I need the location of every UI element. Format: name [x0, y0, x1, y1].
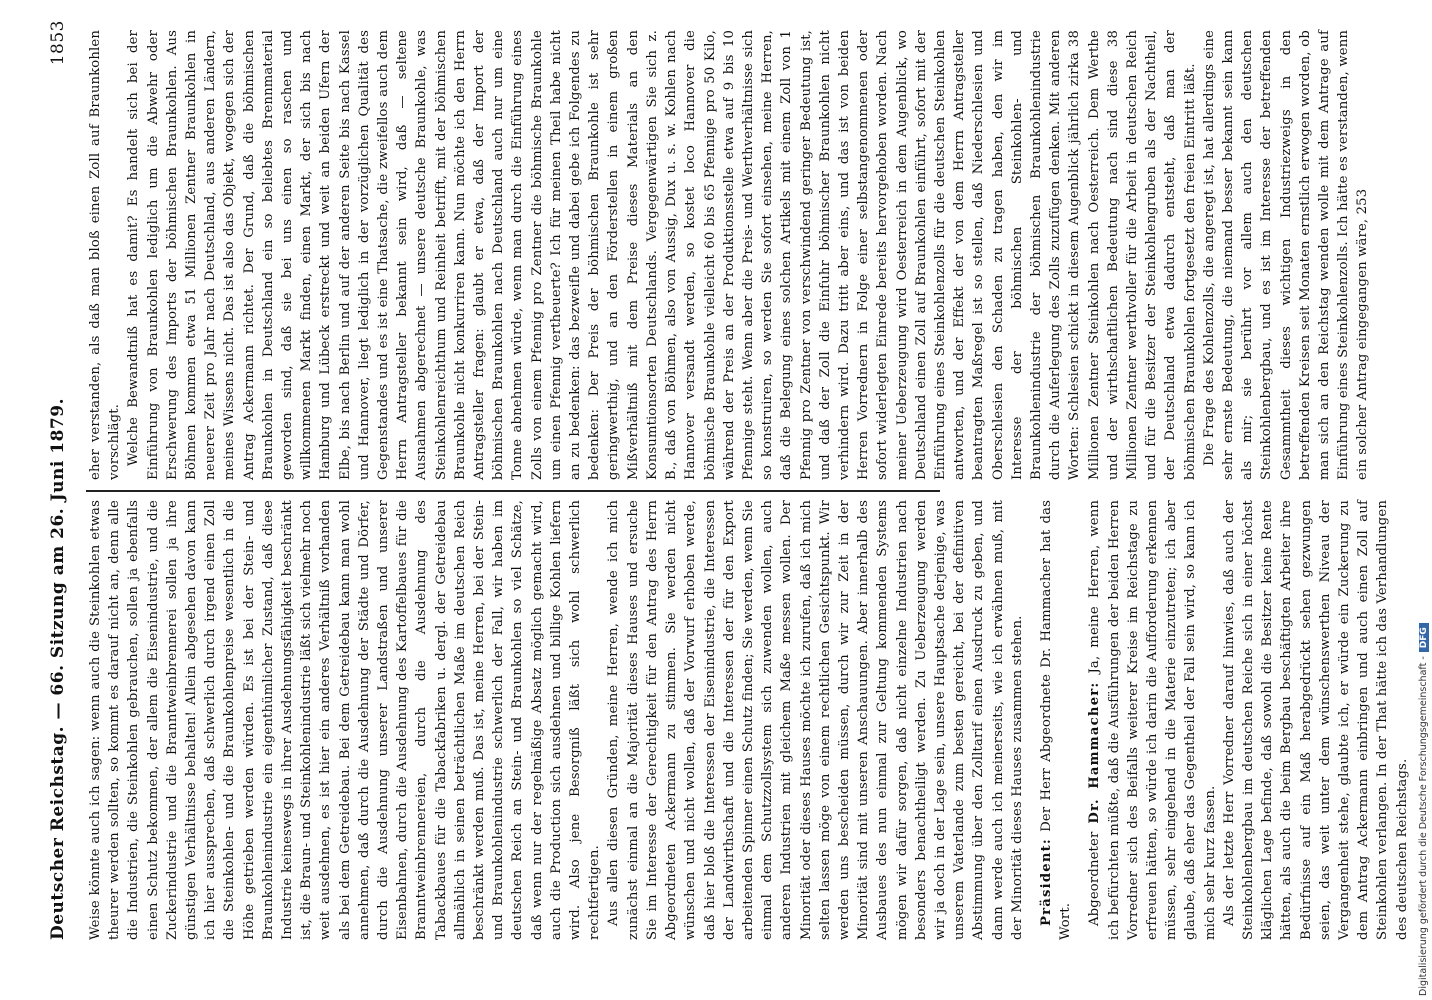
paragraph: eher verstanden, als daß man bloß einen Zoll auf Braunkohlen vorschlägt.	[88, 30, 123, 480]
header-title: Deutscher Reichstag. — 66. Sitzung am 26. Juni 1879.	[48, 398, 68, 940]
speaker-intro: Abgeordneter	[1087, 831, 1103, 926]
paragraph: Weise könnte auch ich sagen: wenn auch die Steinkohlen etwas theurer werden sollten, so kommt es darauf nicht an, denn alle die Industrien, die Steinkohlen gebrauchen, sollen ja ebenfalls einen Schutz bekommen, der allem die Eisenindustrie, und die Zuckerindustrie und die Branntweinbrennerei sollen ja ihre günstigen Verhältnisse behalten! Allein abgesehen davon kann ich hier aussprechen, daß schwerlich durch irgend einen Zoll die Steinkohlen- und die Braunkohlenpreise wesentlich in die Höhe getrieben werden würden. Es ist bei der Stein- und Braunkohlenindustrie ein eigenthümlicher Zustand, daß diese Industrie keineswegs in ihrer Ausdehnungsfähigkeit beschränkt ist, die Braun- und Steinkohlenindustrie läßt sich vielmehr noch weit ausdehnen, es ist hier ein anderes Verhältniß vorhanden als bei dem Getreidebau. Bei dem Getreidebau kann man wohl annehmen, daß durch die Ausdehnung der Städte und Dörfer, durch die Ausdehnung unserer Landstraßen und unserer Eisenbahnen, durch die Ausdehnung des Kartoffelbaues für die Branntweinbrennereien, durch die Ausdehnung des Tabackbaues für die Tabackfabriken u. dergl. der Getreidebau allmählich in seinen beträchtlichen Maße im deutschen Reich beschränkt werden muß. Das ist, meine Herren, bei der Stein- und Braunkohlenindustrie schwerlich der Fall, wir haben im deutschen Reich an Stein- und Braunkohlen so viel Schätze, daß wenn nur der regelmäßige Absatz möglich gemacht wird, auch die Production sich ausdehnen und billige Kohlen liefern wird. Also jene Besorgniß läßt sich wohl schwerlich rechtfertigen.	[88, 500, 603, 940]
text-column-left	[86, 499, 1410, 940]
header-page-number: 1853	[48, 20, 68, 66]
president-paragraph	[1037, 500, 1075, 940]
paragraph: Welche Bewandtniß hat es damit? Es handelt sich bei der Einführung von Braunkohlen lediglich um die Abwehr oder Erschwerung des Imports der böhmischen Braunkohlen. Aus Böhmen kommen etwa 51 Millionen Zentner Braunkohlen in neuerer Zeit pro Jahr nach Deutschland, aus anderen Ländern, meines Wissens nicht. Das ist also das Objekt, wogegen sich der Antrag Ackermann richtet. Der Grund, daß die böhmischen Braunkohlen in Deutschland ein so beliebtes Brennmaterial geworden sind, daß sie bei uns einen so raschen und willkommenen Markt finden, einen Markt, der sich bis nach Hamburg und Lübeck erstreckt und weit an beiden Ufern der Elbe, bis nach Berlin und auf der anderen Seite bis nach Kassel und Hannover, liegt lediglich in der vorzüglichen Qualität des Gegenstandes und es ist eine Thatsache, die zweifellos auch dem Herrn Antragsteller bekannt sein wird, daß — seltene Ausnahmen abgerechnet — unsere deutsche Braunkohle, was Steinkohlenreichthum und Reinheit betrifft, mit der böhmischen Braunkohle nicht konkurriren kann. Nun möchte ich den Herrn Antragsteller fragen: glaubt er etwa, daß der Import der böhmischen Braunkohlen nach Deutschland auch nur um eine Tonne abnehmen würde, wenn man durch die Einführung eines Zolls von einem Pfennig pro Zentner die böhmische Braunkohle um einen Pfennig vertheuerte? Ich für meinen Theil habe nicht an zu bedenken: das bezweifle und dabei gebe ich Folgendes zu bedenken: Der Preis der böhmischen Braunkohle ist sehr geringwerthig, und an den Förderstellen in einem großen Mißverhältniß mit dem Preise dieses Materials an den Konsumtionsorten Deutschlands. Vergegenwärtigen Sie sich z. B., daß von Böhmen, also von Aussig, Dux u. s. w. Kohlen nach Hannover versandt werden, so kostet loco Hannover die böhmische Braunkohle vielleicht 60 bis 65 Pfennige pro 50 Kilo, während der Preis an der Produktionsstelle etwa auf 9 bis 10 Pfennige steht. Wenn aber die Preis- und Werthverhältnisse sich so konstruiren, so werden Sie sofort einsehen, meine Herren, daß die Belegung eines solchen Artikels mit einem Zoll von 1 Pfennig pro Zentner von verschwindend geringer Bedeutung ist, und daß der Zoll die Einfuhr böhmischer Braunkohlen nicht verhindern wird. Dazu tritt aber eins, und das ist von beiden Herren Vorrednern in Folge einer selbstangenommenen oder sofort widerlegten Einrede bereits hervorgehoben worden. Nach meiner Ueberzeugung wird Oesterreich in dem Augenblick, wo Deutschland einen Zoll auf Braunkohlen einführt, sofort mit der Einführung eines Steinkohlenzolls für die deutschen Steinkohlen antworten, und der Effekt der von dem Herrn Antragsteller beantragten Maßregel ist so stellen, daß Niederschlesien und Oberschlesien den Schaden zu tragen haben, den wir im Interesse der böhmischen Steinkohlen- und Braunkohlenindustrie der böhmischen Braunkohlenindustrie durch die Auferlegung des Zolls zuzufügen denken. Mit anderen Worten: Schlesien schickt in diesem Augenblick jährlich zirka 38 Millionen Zentner Steinkohlen nach Oesterreich. Dem Werthe und der wirthschaftlichen Bedeutung nach sind diese 38 Millionen Zentner werthvoller für die Arbeit in deutschen Reich und für die Besitzer der Steinkohlengruben als der Nachtheil, der Deutschland etwa dadurch entsteht, daß man der böhmischen Braunkohlen fortgesetzt den freien Eintritt läßt.	[126, 30, 1198, 480]
speaker-paragraph	[1085, 500, 1219, 940]
speaker-label: Dr. Hammacher:	[1087, 681, 1103, 824]
column-divider	[86, 490, 940, 492]
page-header	[40, 20, 80, 940]
text-column-right	[86, 30, 1370, 480]
speaker-text: Ja, meine Herren, wenn ich befürchten müßte, daß die Ausführungen der beiden Herren Vorredner sich des Beifalls weiterer Kreise im Reichstage zu erfreuen hätten, so würde ich darin die Aufforderung erkennen müssen, sehr eingehend in die Materie einzutreten; ich aber glaube, daß eher das Gegentheil der Fall sein wird, so kann ich mich sehr kurz fassen.	[1087, 500, 1218, 940]
dfg-logo: DFG	[1419, 623, 1429, 652]
credit-text: Digitalisierung gefördert durch die Deutsche Forschungsgemeinschaft -	[1418, 656, 1429, 996]
paragraph: Als der letzte Herr Vorredner darauf hinwies, daß auch der Steinkohlenbergbau im deutschen Reiche sich in einer höchst kläglichen Lage befinde, daß sowohl die Besitzer keine Rente hätten, als auch die beim Bergbau beschäftigten Arbeiter ihre Bedürfnisse auf ein Maß herabgedrückt sehen gezwungen seien, das weit unter dem wünschenswerthen Niveau der Vergangenheit stehe, glaubte ich, er würde ein Zuckerung zu dem Antrag Ackermann einbringen und auch einen Zoll auf Steinkohlen verlangen. In der That hätte ich das Verhandlungen des deutschen Reichstags.	[1221, 500, 1410, 940]
president-label: Präsident:	[1038, 837, 1054, 926]
paragraph: Aus allen diesen Gründen, meine Herren, wende ich mich zunächst einmal an die Majorität dieses Hauses und ersuche Sie im Interesse der Gerechtigkeit für den Antrag des Herrn Abgeordneten Ackermann zu stimmen. Sie werden nicht wünschen und nicht wollen, daß der Vorwurf erhoben werde, daß hier bloß die Interessen der Eisenindustrie, die Interessen der Landwirthschaft und die Interessen der für den Export arbeitenden Spinner einen Schutz finden; Sie werden, wenn Sie einmal dem Schutzzollsystem sich zuwenden wollen, auch anderen Industrien mit gleichem Maße messen wollen. Der Minorität oder dieses Hauses möchte ich zurufen, daß ich mich selten lassen möge von einem rechtlichen Gesichtspunkt. Wir werden uns bescheiden müssen, durch wir zur Zeit in der Minorität sind mit unseren Anschauungen. Aber innerhalb des Ausbaues des nun einmal zur Geltung kommenden Systems mögen wir dafür sorgen, daß nicht einzelne Industrien nach besonders benachtheiligt werden. Zu Ueberzeugung werden wir ja doch in der Lage sein, unsere Hauptsache derjenige, was unserem Vaterlande zum besten gereicht, bei der definitiven Abstimmung über den Zolltarif einen Ausdruck zu geben, und dann werde auch ich meinerseits, wie ich erwähnen muß, mit der Minorität dieses Hauses zusammen stehen.	[606, 500, 1025, 940]
digitization-credit	[1418, 6, 1429, 996]
president-text: Der Herr Abgeordnete Dr. Hammacher hat das Wort.	[1038, 499, 1074, 940]
paragraph: Die Frage des Kohlenzolls, die angeregt ist, hat allerdings eine sehr ernste Bedeutung, die niemand besser bekannt sein kann als mir; sie berührt vor allem auch den deutschen Steinkohlenbergbau, und es ist im Interesse der betreffenden Gesammtheit dieses wichtigen Industriezweigs in den betreffenden Kreisen seit Monaten ernstlich erwogen worden, ob man sich an den Reichstag wenden wolle mit dem Antrage auf Einführung eines Steinkohlenzolls. Ich hätte es verstanden, wenn ein solcher Antrag eingegangen wäre, 253	[1201, 30, 1371, 480]
